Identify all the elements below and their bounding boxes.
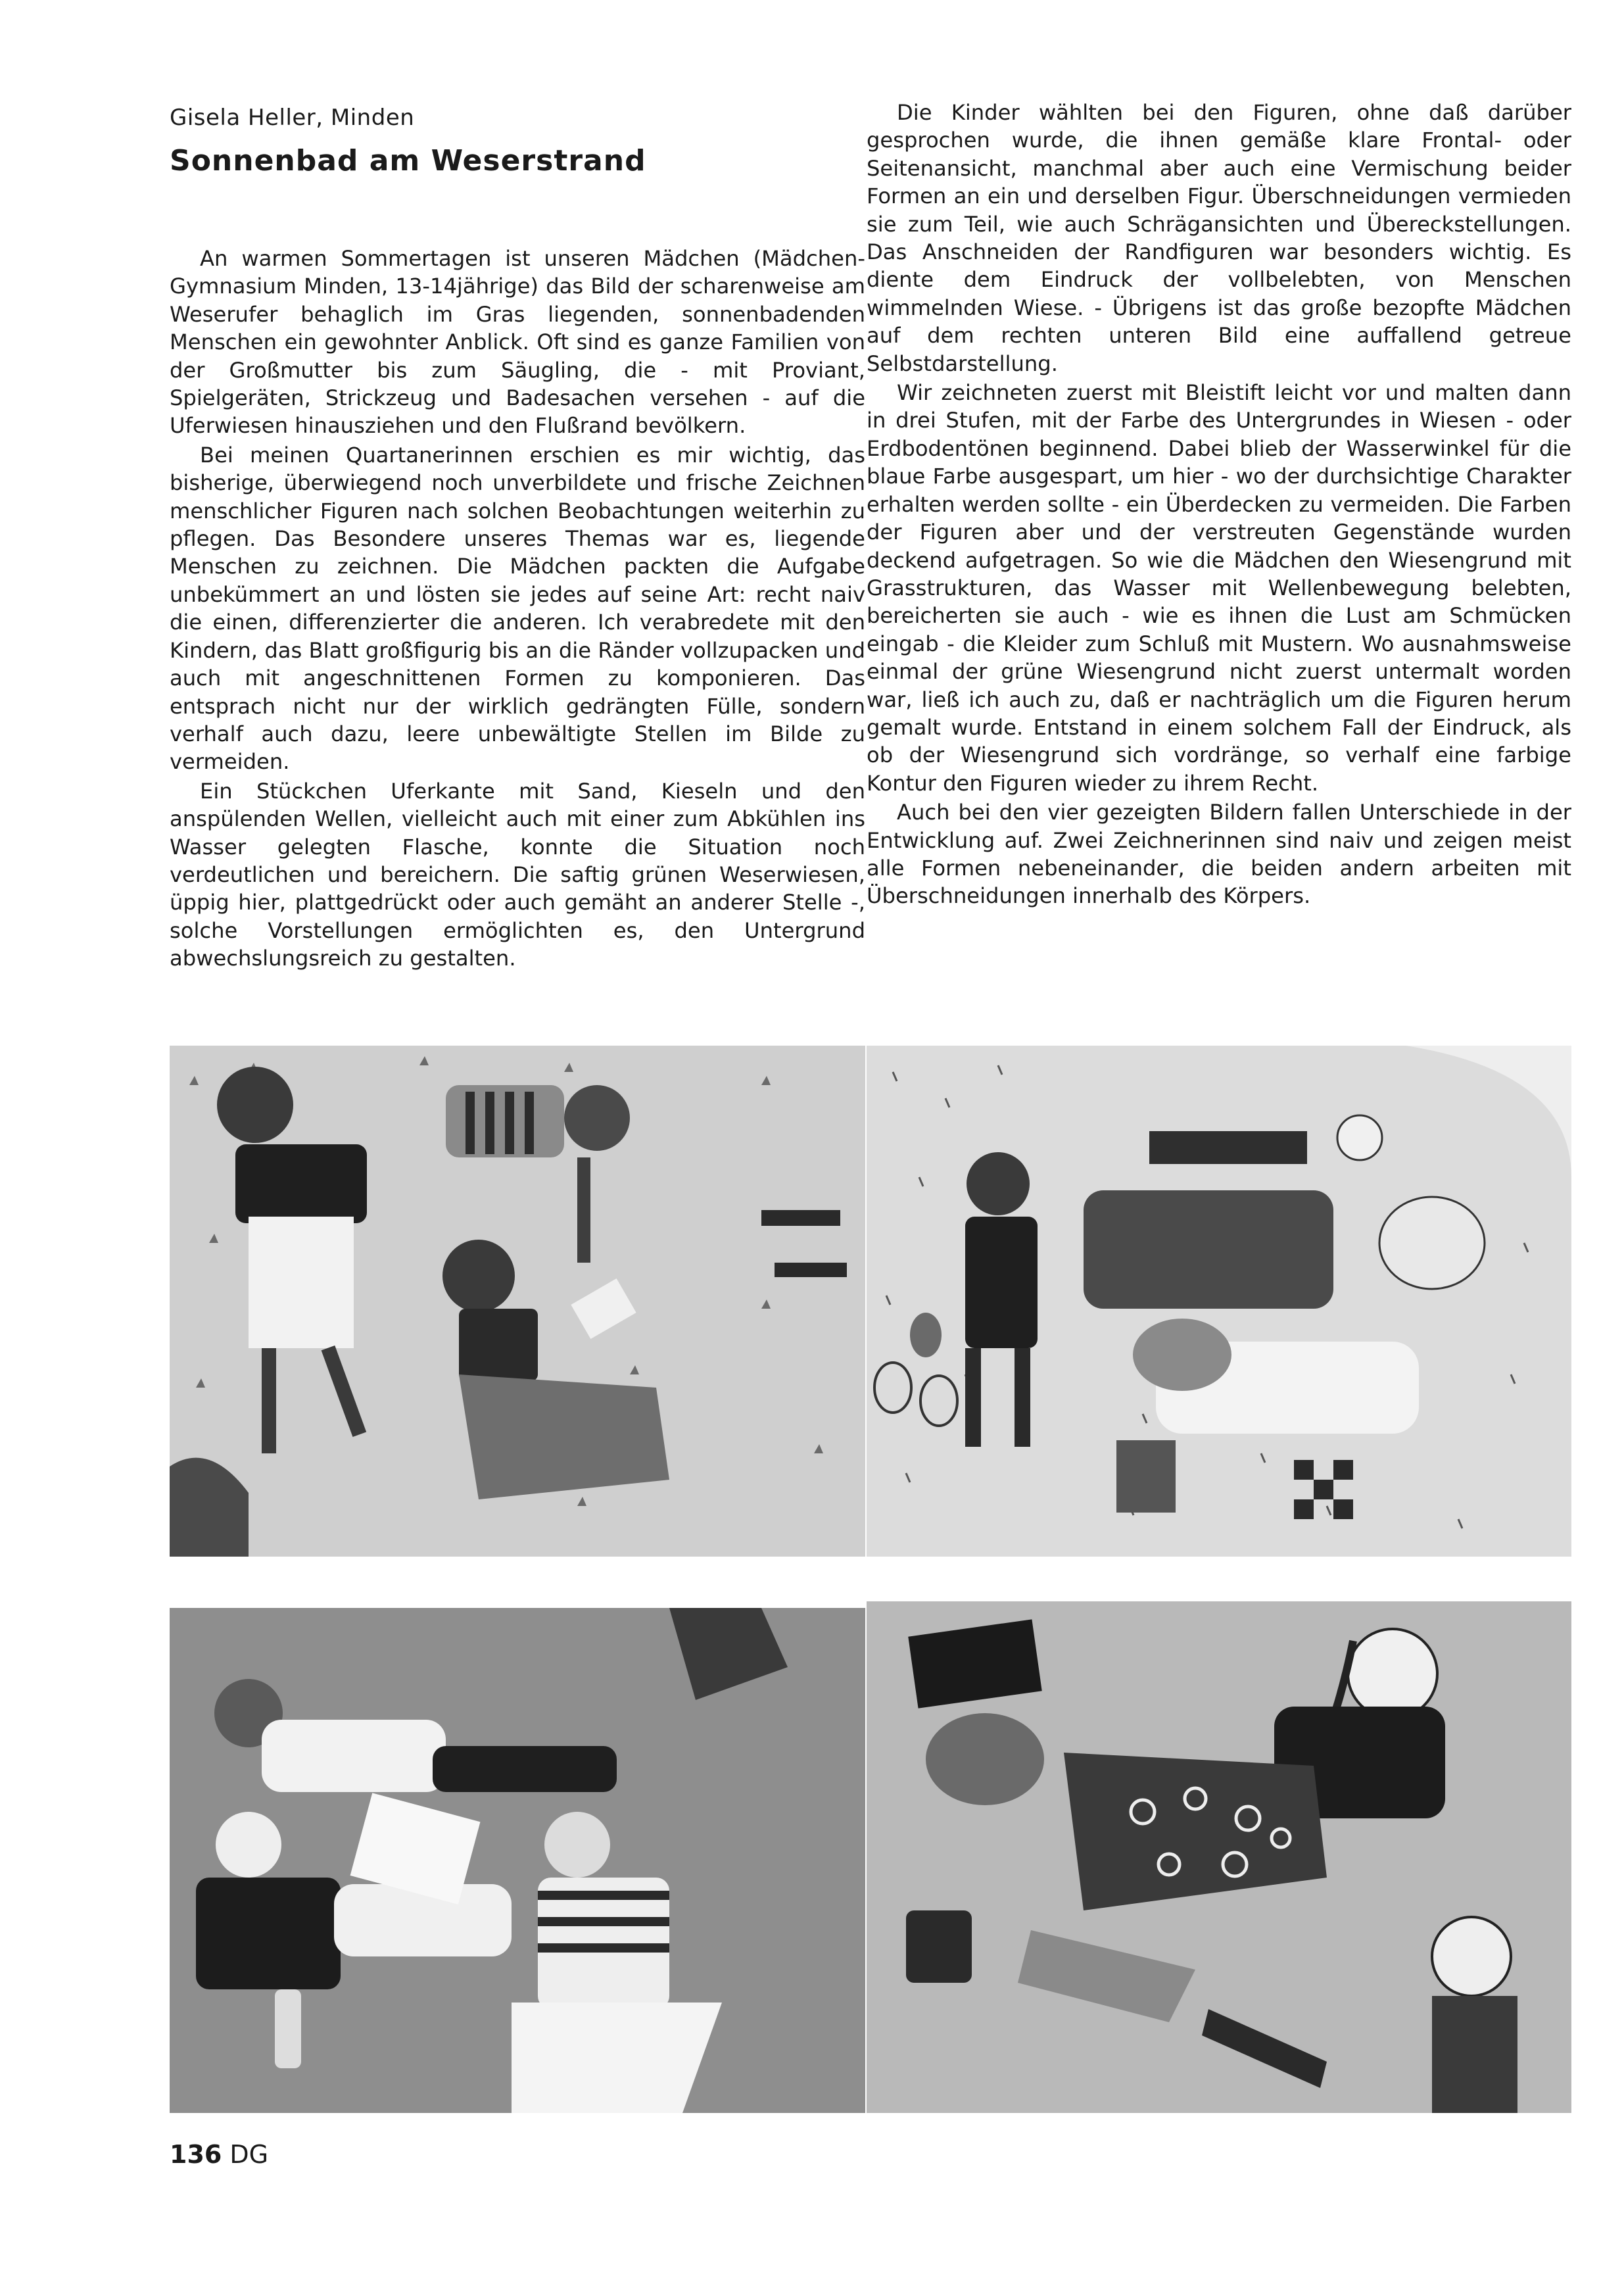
right-column (867, 99, 1571, 911)
paragraph: Wir zeichneten zuerst mit Bleistift leicht vor und malten dann in drei Stufen, mit der Farbe des Untergrundes in Wiesen - oder Erdbodentönen beginnend. Dabei blieb der Wasserwinkel für die blaue Farbe ausgespart, um hier - wo der durchsichtige Charakter erhalten werden sollte - ein Überdecken zu vermeiden. Die Farben der Figuren aber und der verstreuten Gegenstände wurden deckend aufgetragen. So wie die Mädchen den Wiesengrund mit Grasstrukturen, das Wasser mit Wellenbewegung belebten, bereicherten sie auch - wie es ihnen die Lust am Schmücken eingab - die Kleider zum Schluß mit Mustern. Wo ausnahmsweise einmal der grüne Wiesengrund nicht zuerst untermalt worden war, ließ ich auch zu, daß er nachträglich um die Figuren herum gemalt wurde. Entstand in einem solchem Fall der Eindruck, als ob der Wiesengrund sich vordränge, so verhalf eine farbige Kontur den Figuren wieder zu ihrem Recht. (867, 380, 1571, 796)
illustration-top-left (170, 1046, 865, 1557)
author-byline: Gisela Heller, Minden (170, 105, 415, 131)
illustration-bottom-right (867, 1601, 1571, 2113)
children-painting-family-meadow (867, 1046, 1571, 1557)
illustration-bottom-left (170, 1608, 865, 2113)
children-painting-reading-family (170, 1608, 865, 2113)
left-column (170, 99, 865, 974)
paragraph: Ein Stückchen Uferkante mit Sand, Kieseln und den anspülenden Wellen, vielleicht auch mit einer zum Abkühlen ins Wasser gelegten Flasche, konnte die Situation noch verdeutlichen und bereichern. Die saftig grünen Weserwiesen, üppig hier, plattgedrückt oder auch gemäht an anderer Stelle -, solche Vorstellungen ermöglichten es, den Untergrund abwechslungsreich zu gestalten. (170, 778, 865, 971)
page-number: 136 (170, 2140, 222, 2169)
illustration-top-right (867, 1046, 1571, 1557)
children-painting-sunbathers (170, 1046, 865, 1557)
paragraph: Auch bei den vier gezeigten Bildern fallen Unterschiede in der Entwicklung auf. Zwei Zeichnerinnen sind naiv und zeigen meist alle Formen nebeneinander, die beiden andern arbeiten mit Überschneidungen innerhalb des Körpers. (867, 800, 1571, 909)
journal-abbreviation: DG (229, 2140, 269, 2169)
paragraph: Die Kinder wählten bei den Figuren, ohne daß darüber gesprochen wurde, die ihnen gemäße klare Frontal- oder Seitenansicht, manchmal aber auch eine Vermischung beider Formen an ein und derselben Figur. Überschneidungen vermieden sie zum Teil, wie auch Schrägansichten und Übereckstellungen. Das Anschneiden der Randfiguren war besonders wichtig. Es diente dem Eindruck der vollbelebten, von Menschen wimmelnden Wiese. - Übrigens ist das große bezopfte Mädchen auf dem rechten unteren Bild eine auffallend getreue Selbstdarstellung. (867, 100, 1571, 376)
page-footer (170, 2139, 268, 2170)
paragraph: An warmen Sommertagen ist unseren Mädchen (Mädchen-Gymnasium Minden, 13-14jährige) das Bild der scharenweise am Weserufer behaglich im Gras liegenden, sonnenbadenden Menschen ein gewohnter Anblick. Oft sind es ganze Familien von der Großmutter bis zum Säugling, die - mit Proviant, Spielgeräten, Strickzeug und Badesachen versehen - auf die Uferwiesen hinausziehen und den Flußrand bevölkern. (170, 246, 865, 439)
children-painting-braided-girl (867, 1601, 1571, 2113)
article-title: Sonnenbad am Weserstrand (170, 144, 646, 178)
paragraph: Bei meinen Quartanerinnen erschien es mir wichtig, das bisherige, überwiegend noch unverbildete und frische Zeichnen menschlicher Figuren nach solchen Beobachtungen weiterhin zu pflegen. Das Besondere unseres Themas war es, liegende Menschen zu zeichnen. Die Mädchen packten die Aufgabe unbekümmert an und lösten sie jedes auf seine Art: recht naiv die einen, differenzierter die anderen. Ich verabredete mit den Kindern, das Blatt großfigurig bis an die Ränder vollzupacken und auch mit angeschnittenen Formen zu komponieren. Das entsprach nicht nur der wirklich gedrängten Fülle, sondern verhalf auch dazu, leere unbewältigte Stellen im Bilde zu vermeiden. (170, 442, 865, 775)
